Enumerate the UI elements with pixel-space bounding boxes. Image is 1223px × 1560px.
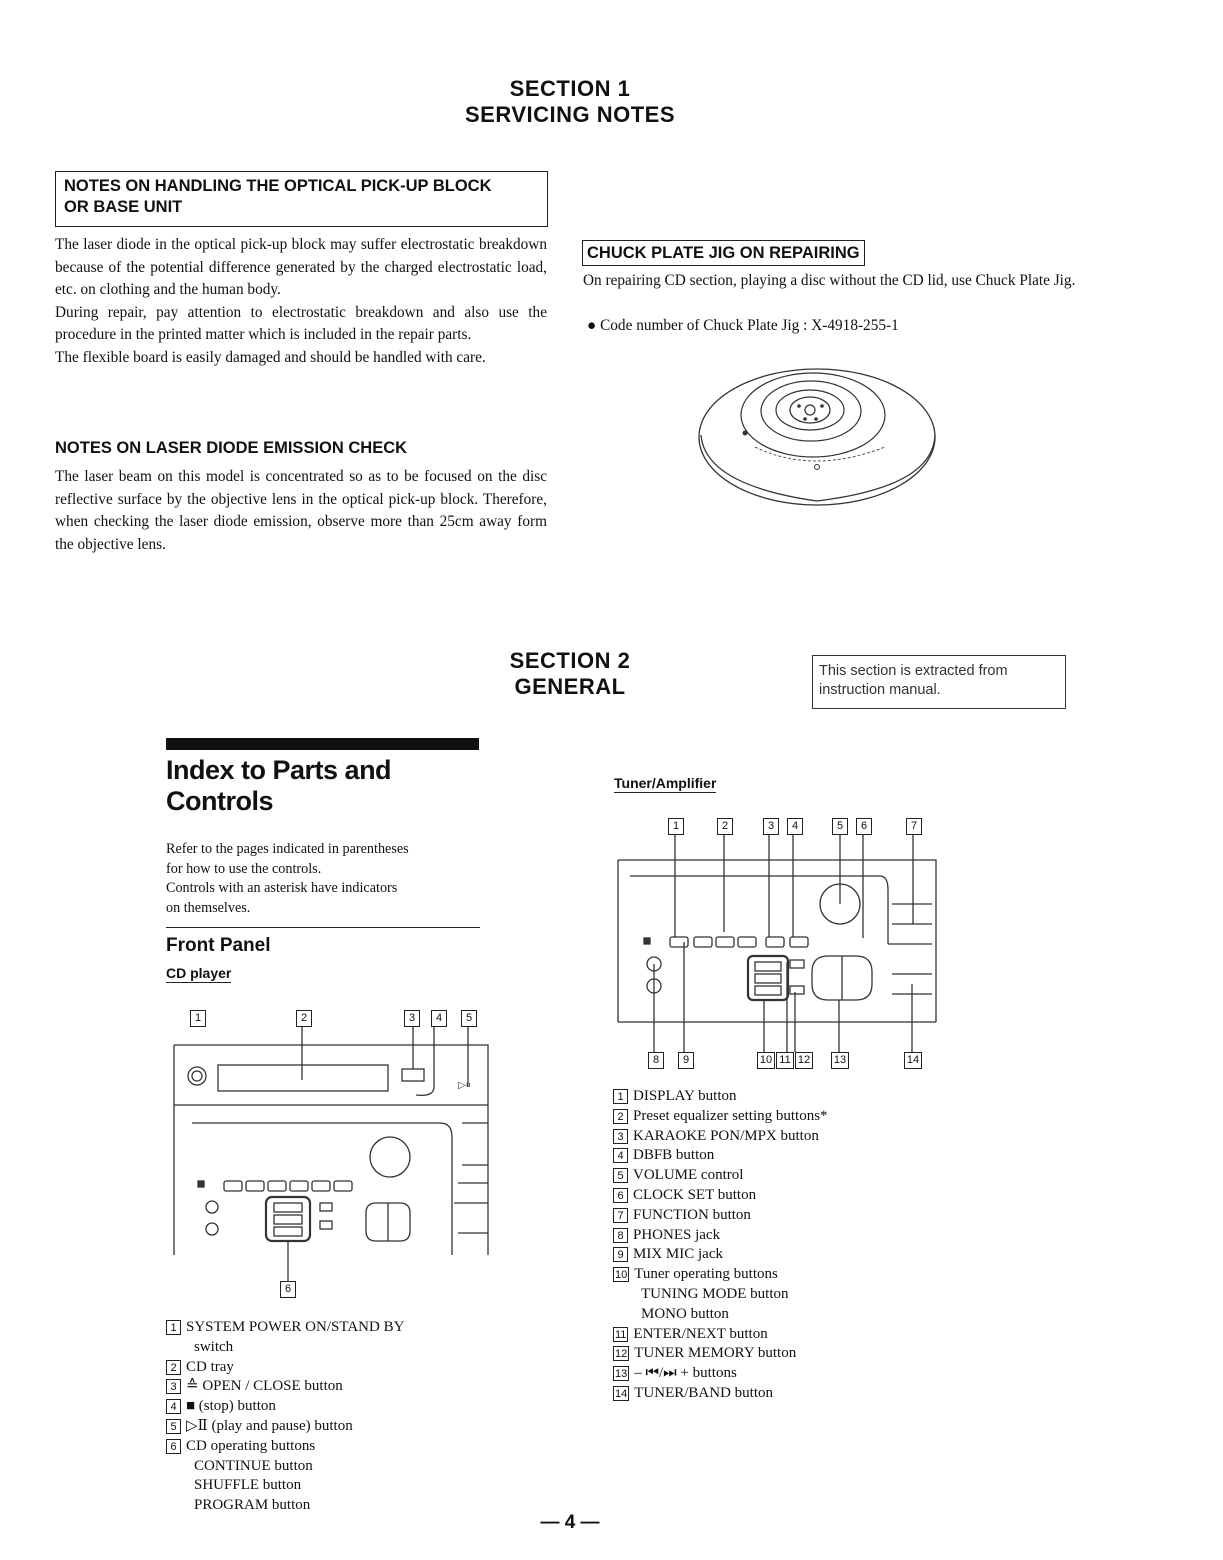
tuner-list-text: MONO button bbox=[641, 1305, 729, 1322]
cd-callout-5: 5 bbox=[461, 1010, 477, 1027]
tuner-list-number: 12 bbox=[615, 1348, 628, 1361]
section1-title bbox=[400, 76, 740, 128]
tuner-list-item bbox=[613, 1107, 828, 1127]
tuner-callout-6: 6 bbox=[856, 818, 872, 835]
index-title-bar bbox=[166, 738, 479, 750]
chuck-plate-jig-illustration bbox=[695, 355, 955, 510]
cd-list-item bbox=[166, 1397, 404, 1417]
tuner-list-number: 14 bbox=[615, 1387, 628, 1400]
index-intro bbox=[166, 840, 409, 918]
cd-list-item bbox=[166, 1358, 404, 1378]
tuner-list-item bbox=[613, 1364, 828, 1384]
cd-list-item bbox=[166, 1318, 404, 1338]
cd-list-text: CONTINUE button bbox=[194, 1457, 313, 1474]
tuner-list-text: – ⏮/⏭ + buttons bbox=[634, 1365, 737, 1382]
tuner-list-item bbox=[613, 1325, 828, 1345]
cd-list-text: PROGRAM button bbox=[194, 1497, 311, 1514]
tuner-list-number: 7 bbox=[613, 1208, 628, 1223]
tuner-list-item bbox=[613, 1186, 828, 1206]
tuner-list-text: TUNING MODE button bbox=[641, 1285, 789, 1302]
tuner-list-text: ENTER/NEXT button bbox=[633, 1325, 768, 1342]
tuner-callout-2: 2 bbox=[717, 818, 733, 835]
intro-line-4: on themselves. bbox=[166, 899, 251, 916]
tuner-list-item bbox=[613, 1265, 828, 1285]
tuner-list-item bbox=[613, 1087, 828, 1107]
laser-check-heading: NOTES ON LASER DIODE EMISSION CHECK bbox=[55, 439, 408, 457]
cd-callout-2: 2 bbox=[296, 1010, 312, 1027]
cd-list-item bbox=[166, 1476, 404, 1496]
cd-list-text: SYSTEM POWER ON/STAND BY bbox=[186, 1319, 405, 1335]
cd-list-number: 4 bbox=[166, 1399, 181, 1414]
tuner-callout-14: 14 bbox=[904, 1052, 922, 1069]
cd-list-text: CD tray bbox=[186, 1358, 234, 1375]
tuner-callout-9: 9 bbox=[678, 1052, 694, 1069]
tuner-list-text: DBFB button bbox=[633, 1147, 715, 1164]
cd-callout-4: 4 bbox=[431, 1010, 447, 1027]
optical-notes-text bbox=[55, 234, 547, 369]
tuner-callout-11: 11 bbox=[776, 1052, 794, 1069]
intro-line-2: for how to use the controls. bbox=[166, 860, 322, 877]
index-title bbox=[166, 755, 391, 817]
bullet-dot-icon: ● bbox=[587, 317, 597, 334]
optical-paragraph-3: The flexible board is easily damaged and should be handled with care. bbox=[55, 348, 486, 366]
optical-heading-line2: OR BASE UNIT bbox=[64, 198, 183, 216]
cd-callout-3: 3 bbox=[404, 1010, 420, 1027]
cd-list-number: 1 bbox=[166, 1320, 181, 1335]
tuner-list-item bbox=[613, 1146, 828, 1166]
cd-list-text: ≙ OPEN / CLOSE button bbox=[186, 1378, 343, 1395]
front-panel-heading: Front Panel bbox=[166, 935, 271, 956]
tuner-list-text: DISPLAY button bbox=[633, 1088, 737, 1104]
chuck-plate-heading: CHUCK PLATE JIG ON REPAIRING bbox=[582, 240, 865, 266]
tuner-list-number: 10 bbox=[615, 1269, 628, 1282]
tuner-list-text: TUNER MEMORY button bbox=[634, 1345, 797, 1362]
tuner-callout-13: 13 bbox=[831, 1052, 849, 1069]
tuner-list-number: 13 bbox=[615, 1368, 628, 1381]
cd-list-item bbox=[166, 1377, 404, 1397]
section2-title bbox=[450, 648, 690, 700]
tuner-list-number: 11 bbox=[615, 1328, 627, 1341]
cd-player-heading: CD player bbox=[166, 965, 232, 981]
cd-list-number: 3 bbox=[166, 1379, 181, 1394]
cd-list-item bbox=[166, 1417, 404, 1437]
section2-line1: SECTION 2 bbox=[509, 648, 631, 673]
cd-list-text: ■ (stop) button bbox=[186, 1398, 276, 1415]
tuner-list-item bbox=[613, 1285, 828, 1305]
tuner-callout-7: 7 bbox=[906, 818, 922, 835]
tuner-list-item bbox=[613, 1305, 828, 1325]
cd-list-item bbox=[166, 1338, 404, 1358]
cd-list-number: 6 bbox=[166, 1439, 181, 1454]
cd-list-number: 5 bbox=[166, 1419, 181, 1434]
tuner-amplifier-heading: Tuner/Amplifier bbox=[614, 775, 717, 791]
tuner-list-text: FUNCTION button bbox=[633, 1206, 751, 1223]
cd-list-text: ▷Ⅱ (play and pause) button bbox=[186, 1417, 353, 1434]
section1-line1: SECTION 1 bbox=[509, 76, 631, 101]
tuner-list-text: KARAOKE PON/MPX button bbox=[633, 1127, 819, 1144]
tuner-callout-3: 3 bbox=[763, 818, 779, 835]
tuner-callout-5: 5 bbox=[832, 818, 848, 835]
cd-list-item bbox=[166, 1437, 404, 1457]
cd-list-text: switch bbox=[194, 1338, 234, 1355]
cd-list-text: SHUFFLE button bbox=[194, 1477, 302, 1494]
page-number: — 4 — bbox=[540, 1512, 600, 1533]
tuner-list-number: 5 bbox=[613, 1168, 628, 1183]
laser-check-text: The laser beam on this model is concentrated so as to be focused on the disc reflective surface by the objective lens in the optical pick-up block. Therefore, when checking the laser diode emission, observe more than 25cm away form the objective lens. bbox=[55, 468, 547, 553]
tuner-amplifier-diagram bbox=[612, 834, 942, 1052]
tuner-list-number: 3 bbox=[613, 1129, 628, 1144]
tuner-list-item bbox=[613, 1384, 828, 1404]
tuner-list-text: TUNER/BAND button bbox=[634, 1384, 773, 1401]
optical-notes-heading-box bbox=[55, 171, 548, 227]
tuner-callout-4: 4 bbox=[787, 818, 803, 835]
cd-list-item bbox=[166, 1496, 404, 1516]
tuner-list-number: 1 bbox=[613, 1089, 628, 1104]
extracted-note-box: This section is extracted from instruction manual. bbox=[812, 655, 1066, 709]
cd-callout-6: 6 bbox=[280, 1281, 296, 1298]
tuner-list-text: Tuner operating buttons bbox=[634, 1266, 778, 1283]
cd-list-item bbox=[166, 1457, 404, 1477]
tuner-list-item bbox=[613, 1245, 828, 1265]
tuner-list-number: 6 bbox=[613, 1188, 628, 1203]
tuner-list-text: Preset equalizer setting buttons* bbox=[633, 1107, 828, 1124]
tuner-list-text: MIX MIC jack bbox=[633, 1246, 723, 1263]
tuner-list-number: 4 bbox=[613, 1148, 628, 1163]
intro-line-3: Controls with an asterisk have indicators bbox=[166, 880, 398, 896]
index-divider bbox=[166, 927, 480, 928]
cd-list-text: CD operating buttons bbox=[186, 1437, 316, 1454]
tuner-callout-10: 10 bbox=[757, 1052, 775, 1069]
intro-line-1: Refer to the pages indicated in parentheses bbox=[166, 841, 409, 857]
optical-paragraph-1: The laser diode in the optical pick-up block may suffer electrostatic breakdown because of the potential difference generated by the charged electrostatic load, etc. on clothing and the human body. bbox=[55, 236, 547, 298]
cd-player-front-panel-diagram bbox=[170, 1025, 490, 1285]
section2-line2: GENERAL bbox=[514, 674, 626, 699]
optical-heading-line1: NOTES ON HANDLING THE OPTICAL PICK-UP BLOCK bbox=[64, 177, 492, 195]
section1-line2: SERVICING NOTES bbox=[464, 102, 676, 127]
tuner-list-item bbox=[613, 1226, 828, 1246]
tuner-list-number: 2 bbox=[613, 1109, 628, 1124]
tuner-list-text: CLOCK SET button bbox=[633, 1186, 757, 1203]
index-title-line1: Index to Parts and bbox=[166, 755, 392, 785]
tuner-callout-1: 1 bbox=[668, 818, 684, 835]
tuner-callout-12: 12 bbox=[795, 1052, 813, 1069]
tuner-list-number: 8 bbox=[613, 1228, 628, 1243]
tuner-list-number: 9 bbox=[613, 1247, 628, 1262]
tuner-callout-8: 8 bbox=[648, 1052, 664, 1069]
chuck-plate-text: On repairing CD section, playing a disc without the CD lid, use Chuck Plate Jig. bbox=[583, 272, 1076, 289]
cd-list-number: 2 bbox=[166, 1360, 181, 1375]
tuner-list-text: VOLUME control bbox=[633, 1167, 744, 1184]
cd-player-parts-list bbox=[166, 1318, 404, 1516]
tuner-list-item bbox=[613, 1127, 828, 1147]
index-title-line2: Controls bbox=[166, 786, 273, 816]
chuck-plate-bullet bbox=[587, 315, 899, 337]
tuner-list-item bbox=[613, 1166, 828, 1186]
tuner-list-item bbox=[613, 1344, 828, 1364]
tuner-amplifier-parts-list bbox=[613, 1087, 828, 1404]
svg-text:▷⏸: ▷⏸ bbox=[458, 1080, 471, 1091]
tuner-list-text: PHONES jack bbox=[633, 1226, 721, 1243]
chuck-plate-code: Code number of Chuck Plate Jig : X-4918-255-1 bbox=[600, 317, 899, 334]
optical-paragraph-2: During repair, pay attention to electrostatic breakdown and also use the procedure in the printed matter which is included in the repair parts. bbox=[55, 303, 547, 343]
cd-callout-1: 1 bbox=[190, 1010, 206, 1027]
tuner-list-item bbox=[613, 1206, 828, 1226]
